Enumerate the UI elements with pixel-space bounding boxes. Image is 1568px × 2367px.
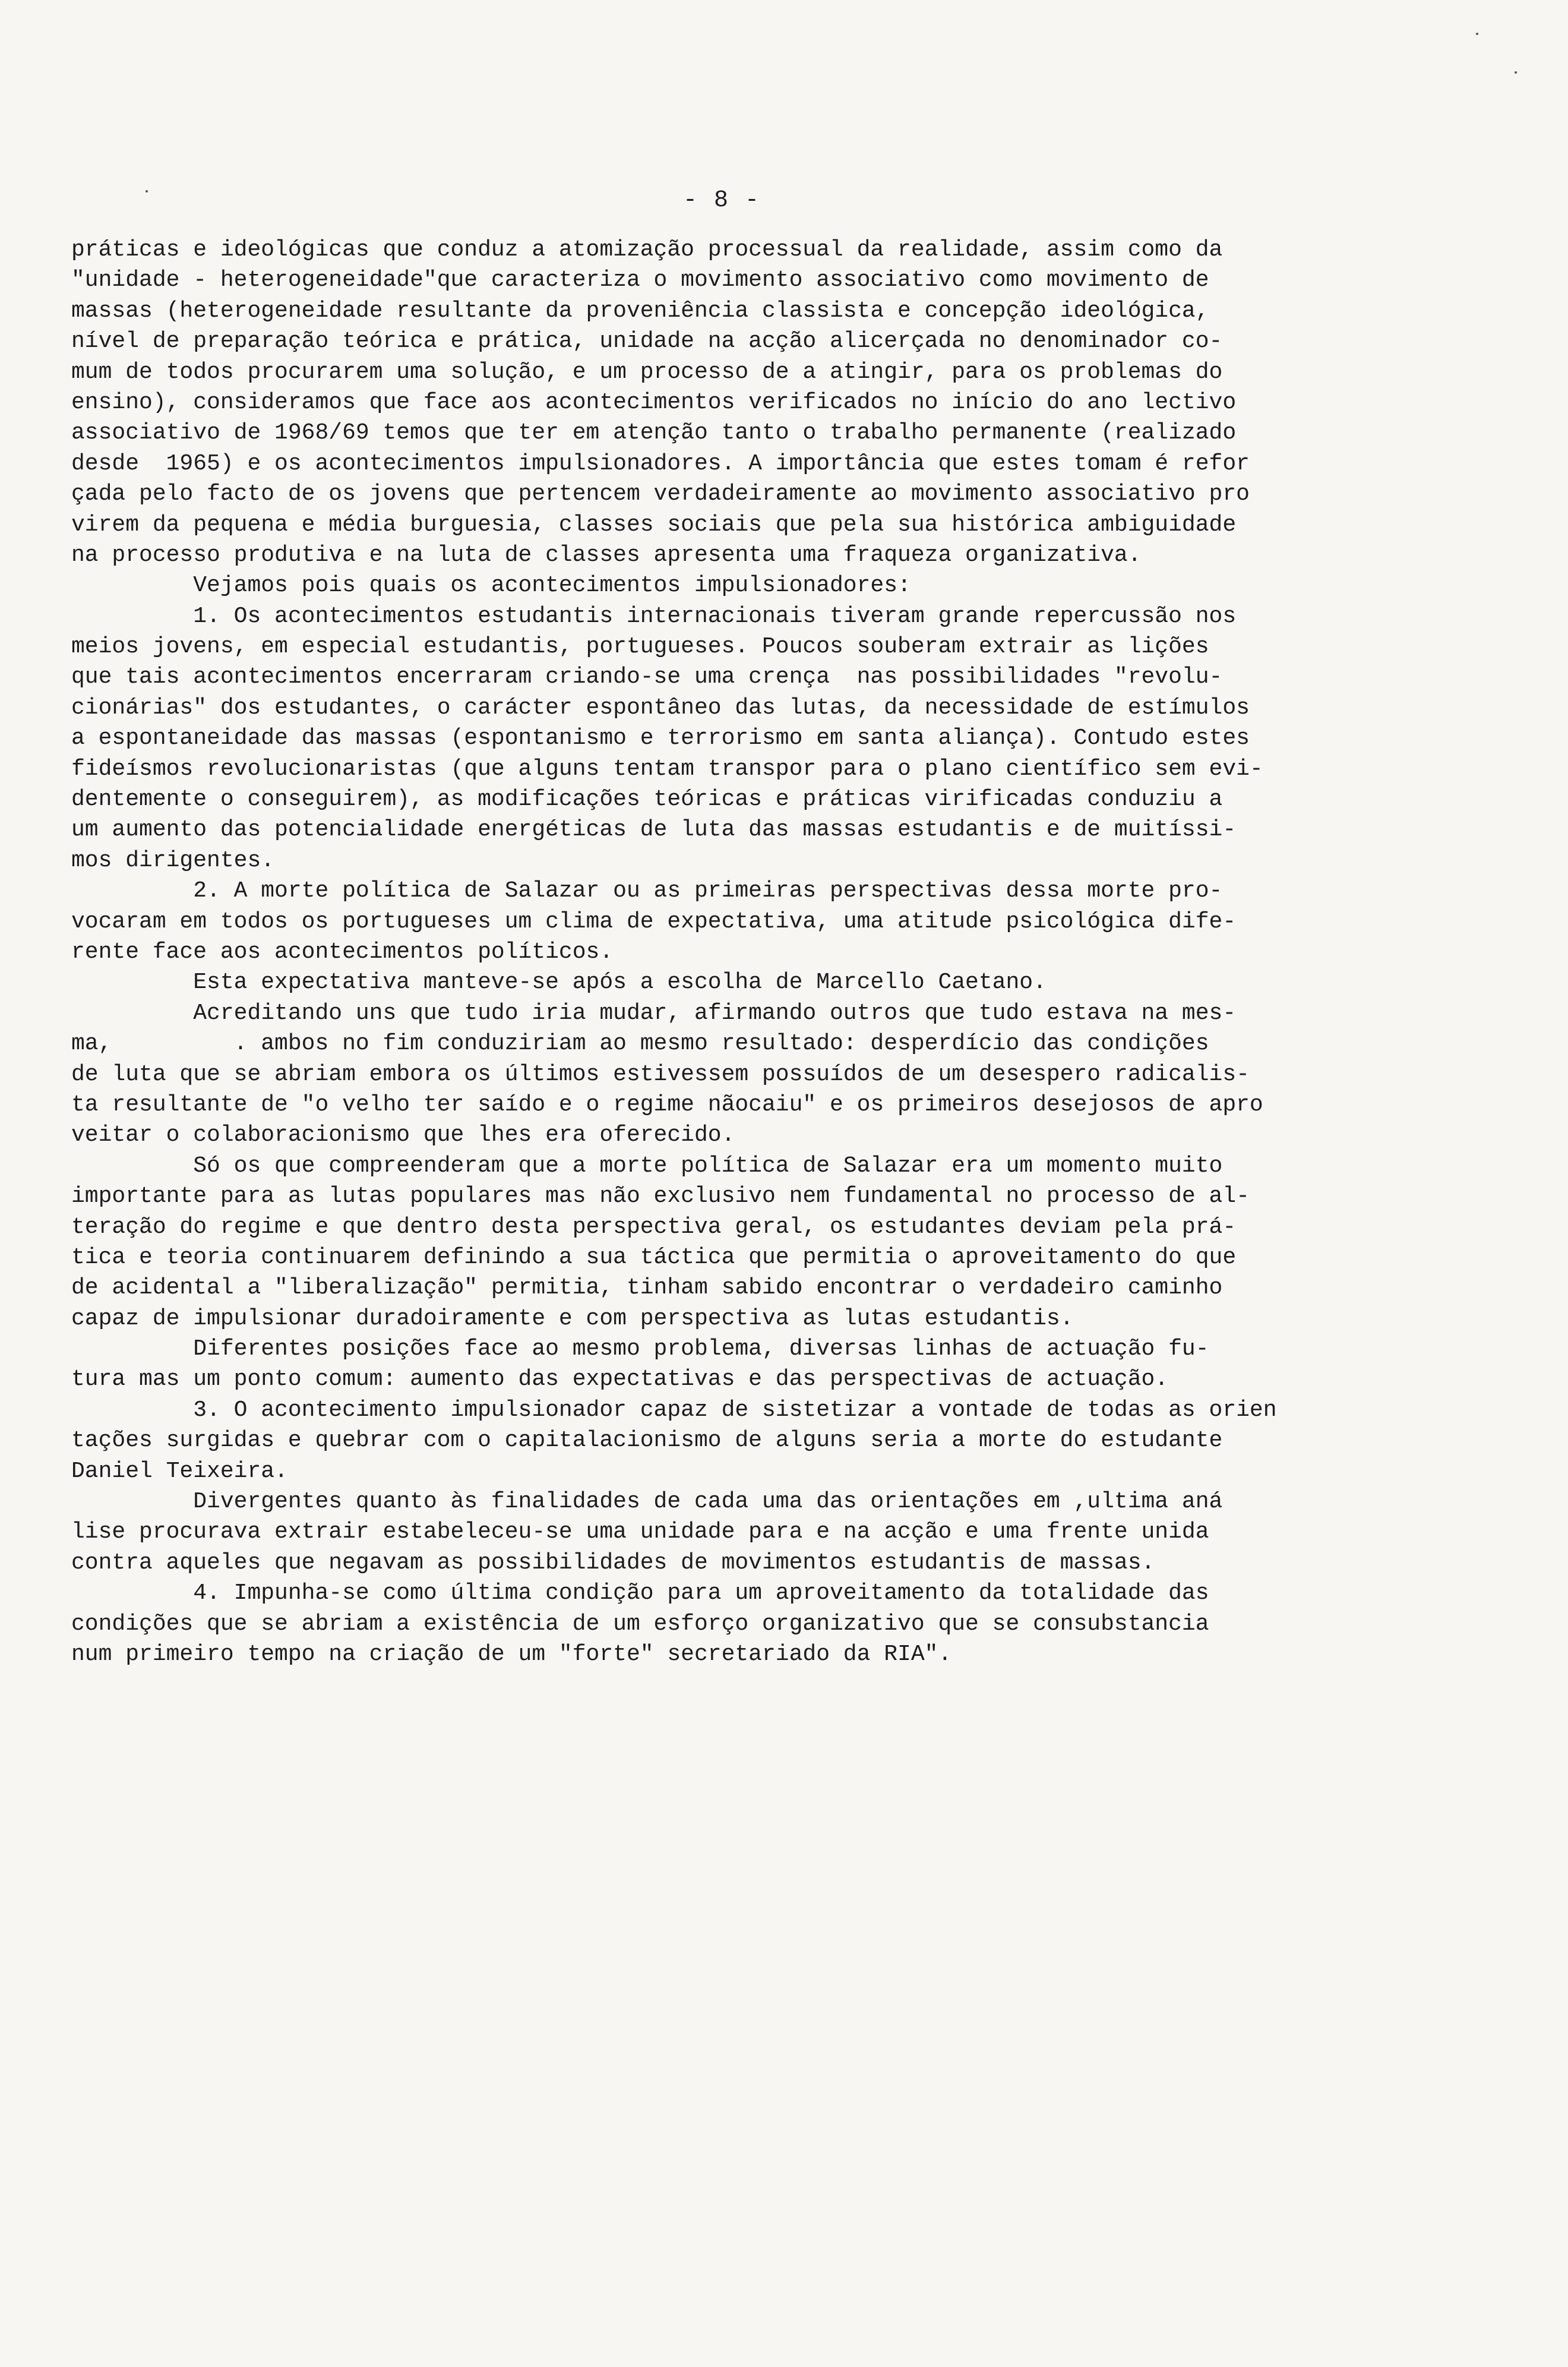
text-line: Daniel Teixeira.: [71, 1458, 288, 1484]
text-line: a espontaneidade das massas (espontanismo e terrorismo em santa aliança). Contudo estes: [71, 725, 1250, 752]
text-line: mos dirigentes.: [71, 847, 275, 873]
page-number: - 8 -: [683, 187, 761, 214]
text-line: rente face aos acontecimentos políticos.: [71, 939, 614, 965]
text-line: condições que se abriam a existência de um esforço organizativo que se consubstancia: [71, 1611, 1209, 1637]
text-line: lise procurava extrair estabeleceu-se uma unidade para e na acção e uma frente unida: [71, 1519, 1209, 1545]
scan-speck: [146, 190, 148, 192]
text-line: de luta que se abriam embora os últimos estivessem possuídos de um desespero radicalis-: [71, 1061, 1250, 1087]
text-line: virem da pequena e média burguesia, classes sociais que pela sua histórica ambiguidade: [71, 512, 1237, 538]
text-line: ma, . ambos no fim conduziriam ao mesmo resultado: desperdício das condições: [71, 1031, 1209, 1057]
text-line: meios jovens, em especial estudantis, portugueses. Poucos souberam extrair as lições: [71, 634, 1209, 660]
text-line: Só os que compreenderam que a morte política de Salazar era um momento muito: [71, 1153, 1223, 1179]
text-line: que tais acontecimentos encerraram criando-se uma crença nas possibilidades "revolu-: [71, 664, 1223, 690]
text-line: associativo de 1968/69 temos que ter em atenção tanto o trabalho permanente (realizado: [71, 420, 1237, 446]
text-line: çada pelo facto de os jovens que pertencem verdadeiramente ao movimento associativo pro: [71, 481, 1250, 507]
text-line: dentemente o conseguirem), as modificações teóricas e práticas virificadas conduziu a: [71, 787, 1223, 813]
text-line: desde 1965) e os acontecimentos impulsionadores. A importância que estes tomam é refor: [71, 450, 1250, 476]
text-line: capaz de impulsionar duradoiramente e com perspectiva as lutas estudantis.: [71, 1305, 1074, 1331]
text-line: ta resultante de "o velho ter saído e o regime nãocaiu" e os primeiros desejosos de apro: [71, 1091, 1263, 1118]
text-line: fideísmos revolucionaristas (que alguns tentam transpor para o plano científico sem evi-: [71, 756, 1263, 782]
scan-speck: [1515, 71, 1517, 74]
text-line: "unidade - heterogeneidade"que caracteriza o movimento associativo como movimento de: [71, 267, 1209, 293]
text-line: importante para as lutas populares mas não exclusivo nem fundamental no processo de al-: [71, 1184, 1250, 1210]
text-line: Acreditando uns que tudo iria mudar, afirmando outros que tudo estava na mes-: [71, 1000, 1237, 1026]
text-line: mum de todos procurarem uma solução, e um processo de a atingir, para os problemas do: [71, 359, 1223, 385]
text-line: um aumento das potencialidade energéticas de luta das massas estudantis e de muitíssi-: [71, 817, 1237, 843]
text-line: na processo produtiva e na luta de classes apresenta uma fraqueza organizativa.: [71, 542, 1142, 568]
text-line: tura mas um ponto comum: aumento das expectativas e das perspectivas de actuação.: [71, 1366, 1169, 1393]
text-line: tica e teoria continuarem definindo a sua táctica que permitia o aproveitamento do que: [71, 1244, 1237, 1270]
text-line: 2. A morte política de Salazar ou as primeiras perspectivas dessa morte pro-: [71, 878, 1223, 904]
text-line: Vejamos pois quais os acontecimentos impulsionadores:: [71, 573, 911, 599]
text-line: ensino), consideramos que face aos acontecimentos verificados no início do ano lectivo: [71, 389, 1237, 415]
text-line: práticas e ideológicas que conduz a atomização processual da realidade, assim como da: [71, 237, 1223, 263]
text-line: Diferentes posições face ao mesmo problema, diversas linhas de actuação fu-: [71, 1336, 1209, 1362]
text-line: massas (heterogeneidade resultante da proveniência classista e concepção ideológica,: [71, 298, 1209, 324]
document-body: [71, 235, 1402, 1669]
text-line: teração do regime e que dentro desta perspectiva geral, os estudantes deviam pela prá-: [71, 1214, 1237, 1240]
text-line: 4. Impunha-se como última condição para um aproveitamento da totalidade das: [71, 1580, 1209, 1607]
text-line: nível de preparação teórica e prática, unidade na acção alicerçada no denominador co-: [71, 329, 1223, 355]
text-line: veitar o colaboracionismo que lhes era oferecido.: [71, 1122, 735, 1148]
text-line: tações surgidas e quebrar com o capitalacionismo de alguns seria a morte do estudante: [71, 1428, 1223, 1454]
text-line: Esta expectativa manteve-se após a escolha de Marcello Caetano.: [71, 970, 1047, 996]
text-line: Divergentes quanto às finalidades de cada uma das orientações em ,ultima aná: [71, 1489, 1223, 1515]
text-line: 3. O acontecimento impulsionador capaz de sistetizar a vontade de todas as orien: [71, 1397, 1277, 1423]
text-line: cionárias" dos estudantes, o carácter espontâneo das lutas, da necessidade de estímulos: [71, 695, 1250, 721]
text-line: vocaram em todos os portugueses um clima de expectativa, uma atitude psicológica dife-: [71, 908, 1237, 935]
text-line: de acidental a "liberalização" permitia, tinham sabido encontrar o verdadeiro caminho: [71, 1275, 1223, 1301]
text-line: num primeiro tempo na criação de um "forte" secretariado da RIA".: [71, 1641, 952, 1667]
scan-speck: [1476, 33, 1478, 35]
text-line: contra aqueles que negavam as possibilidades de movimentos estudantis de massas.: [71, 1549, 1155, 1576]
text-line: 1. Os acontecimentos estudantis internacionais tiveram grande repercussão nos: [71, 603, 1237, 629]
